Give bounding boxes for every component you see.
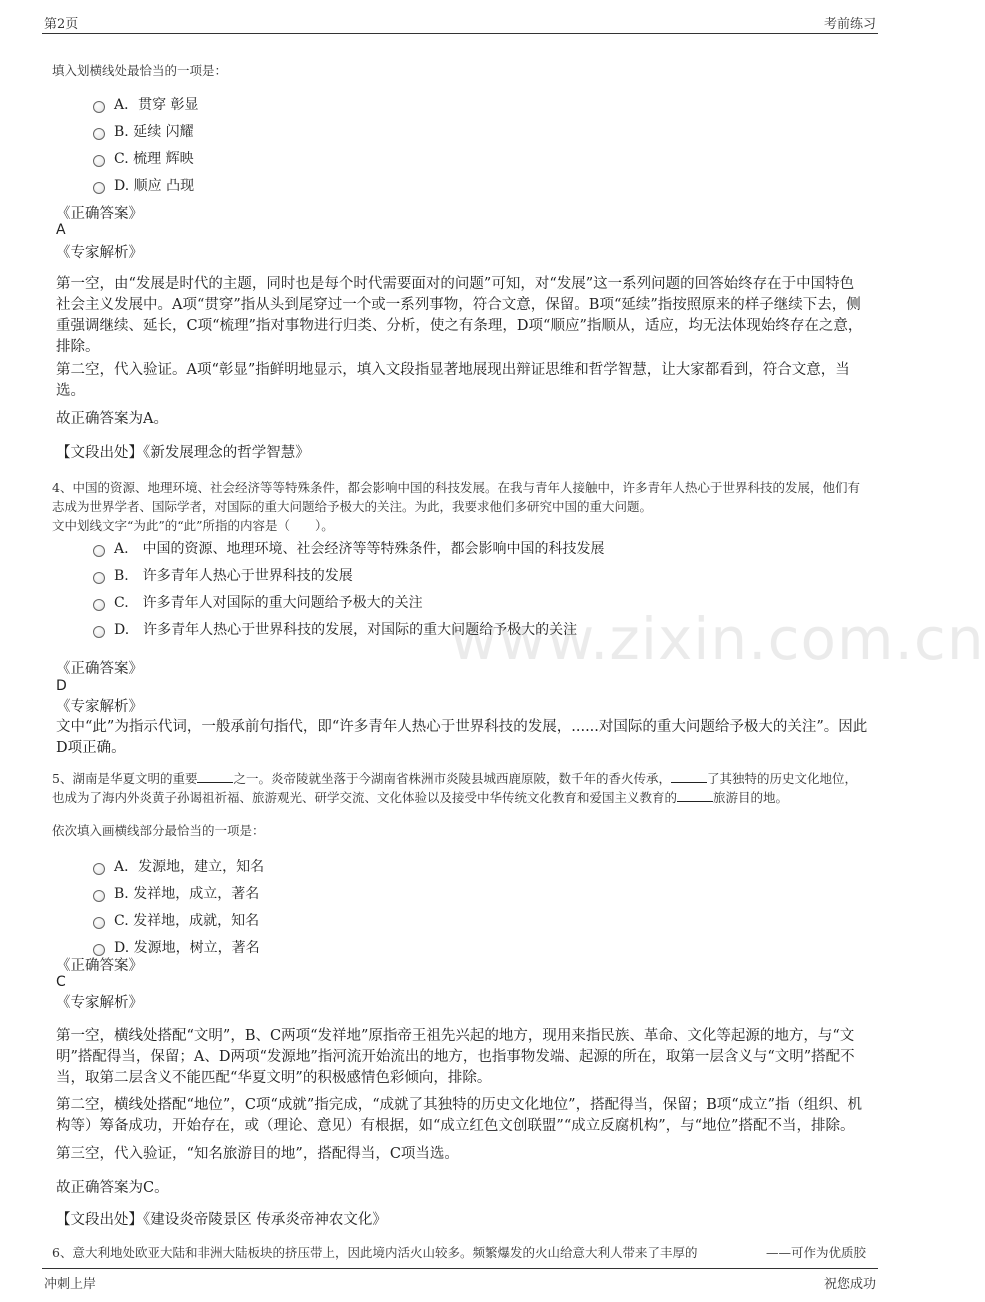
q5-analysis-p1: 第一空，横线处搭配“文明”，B、C两项“发祥地”原指帝王祖先兴起的地方，现用来指民族、革命、文化等起源的地方，与“文明”搭配得当，保留；A、D两项“发源地”指河流开始流出的地方，也指事物发端、起源的所在，取第一层含义与“文明”搭配不当，取第二层含义不能匹配“华夏文明”的积极感情色彩倾向，排除。	[56, 1028, 855, 1086]
header-title: 考前练习	[823, 17, 876, 32]
blank-line	[197, 769, 233, 783]
q3-analysis-p1: 第一空，由“发展是时代的主题，同时也是每个时代需要面对的问题”可知，对“发展”这一系列问题的回答始终存在于中国特色社会主义发展中。A项“贯穿”指从头到尾穿过一个或一系列事物，符合文意，保留。B项“延续”指按照原来的样子继续下去，侧重强调继续、延长，C项“梳理”指对事物进行归类、分析，使之有条理，D项“顺应”指顺从，适应，均无法体现始终存在之意，排除。	[56, 276, 863, 355]
q5-source: 【文段出处】《建设炎帝陵景区 传承炎帝神农文化》	[56, 1212, 387, 1228]
radio-icon[interactable]	[93, 545, 105, 557]
q5-conclusion: 故正确答案为C。	[56, 1180, 169, 1196]
q3-answer-label: 《正确答案》	[56, 206, 143, 222]
radio-icon[interactable]	[93, 944, 105, 956]
footer-rule	[42, 1268, 878, 1269]
radio-icon[interactable]	[93, 863, 105, 875]
q4-answer-label: 《正确答案》	[56, 661, 143, 677]
radio-icon[interactable]	[93, 155, 105, 167]
q5-analysis-label: 《专家解析》	[56, 995, 143, 1011]
radio-icon[interactable]	[93, 917, 105, 929]
radio-icon[interactable]	[93, 182, 105, 194]
q3-source: 【文段出处】《新发展理念的哲学智慧》	[56, 445, 310, 461]
blank-line	[677, 788, 713, 802]
q5-stem: 5、湖南是华夏文明的重要 之一。炎帝陵就坐落于今湖南省株洲市炎陵县城西鹿原陂，数千年的香火传承， 了其独特的历史文化地位，也成为了海内外炎黄子孙谒祖祈福、旅游观光、研学交流、文化体验以及接受中华传统文化教育和爱国主义教育的 旅游目的地。	[52, 771, 857, 805]
radio-icon[interactable]	[93, 101, 105, 113]
footer-left: 冲刺上岸	[44, 1277, 97, 1292]
q6-stem: 6、意大利地处欧亚大陆和非洲大陆板块的挤压带上，因此境内活火山较多。频繁爆发的火山给意大利人带来了丰厚的	[52, 1245, 698, 1260]
q4-option-c[interactable]: C. 许多青年人对国际的重大问题给予极大的关注	[93, 591, 423, 613]
q6-stem-tail: ——可作为优质胶	[766, 1245, 867, 1260]
watermark: www.zixin.com.cn	[450, 605, 985, 673]
radio-icon[interactable]	[93, 599, 105, 611]
q4-analysis-label: 《专家解析》	[56, 699, 143, 715]
q4-analysis: 文中“此”为指示代词，一般承前句指代，即“许多青年人热心于世界科技的发展，......对国际的重大问题给予极大的关注”。因此D项正确。	[56, 719, 868, 756]
q4-option-b[interactable]: B. 许多青年人热心于世界科技的发展	[93, 564, 353, 586]
q3-answer: A	[56, 222, 66, 238]
q5-answer: C	[56, 974, 66, 990]
radio-icon[interactable]	[93, 626, 105, 638]
q5-option-c[interactable]: C. 发祥地，成就，知名	[93, 909, 259, 931]
q5-answer-label: 《正确答案》	[56, 958, 143, 974]
page-number: 第2页	[44, 17, 79, 32]
q3-conclusion: 故正确答案为A。	[56, 411, 168, 427]
q5-analysis-p2: 第二空，横线处搭配“地位”，C项“成就”指完成，“成就了其独特的历史文化地位”，搭配得当，保留；B项“成立”指（组织、机构等）筹备成功，开始存在，或（理论、意见）有根据，如“成立红色文创联盟”“成立反腐机构”，与“地位”搭配不当，排除。	[56, 1097, 863, 1134]
q3-option-b[interactable]: B. 延续 闪耀	[93, 120, 194, 142]
radio-icon[interactable]	[93, 128, 105, 140]
footer-right: 祝您成功	[823, 1277, 876, 1292]
q4-option-d[interactable]: D. 许多青年人热心于世界科技的发展，对国际的重大问题给予极大的关注	[93, 618, 577, 640]
q4-answer: D	[56, 678, 67, 694]
q4-question: 文中划线文字“为此”的“此”所指的内容是（ ）。	[52, 518, 334, 533]
q4-option-a[interactable]: A. 中国的资源、地理环境、社会经济等等特殊条件，都会影响中国的科技发展	[93, 537, 605, 559]
q5-option-a[interactable]: A．发源地，建立，知名	[93, 855, 264, 877]
q3-prompt: 填入划横线处最恰当的一项是：	[52, 63, 228, 78]
header-rule	[42, 33, 878, 34]
q3-option-d[interactable]: D. 顺应 凸现	[93, 174, 194, 196]
radio-icon[interactable]	[93, 890, 105, 902]
q3-option-a[interactable]: A．贯穿 彰显	[93, 93, 199, 115]
q5-prompt: 依次填入画横线部分最恰当的一项是：	[52, 823, 265, 838]
q5-option-b[interactable]: B. 发祥地，成立，著名	[93, 882, 259, 904]
q3-analysis-p2: 第二空，代入验证。A项“彰显”指鲜明地显示，填入文段指显著地展现出辩证思维和哲学智慧，让大家都看到，符合文意，当选。	[56, 362, 850, 399]
q3-analysis-label: 《专家解析》	[56, 245, 143, 261]
radio-icon[interactable]	[93, 572, 105, 584]
q3-option-c[interactable]: C. 梳理 辉映	[93, 147, 194, 169]
q5-option-d[interactable]: D. 发源地，树立，著名	[93, 936, 260, 958]
blank-line	[671, 769, 707, 783]
q4-stem: 4、中国的资源、地理环境、社会经济等等特殊条件，都会影响中国的科技发展。在我与青年人接触中，许多青年人热心于世界科技的发展，他们有志成为世界学者、国际学者，对国际的重大问题给予极大的关注。为此，我要求他们多研究中国的重大问题。	[52, 480, 860, 514]
q5-analysis-p3: 第三空，代入验证，“知名旅游目的地”，搭配得当，C项当选。	[56, 1146, 459, 1162]
